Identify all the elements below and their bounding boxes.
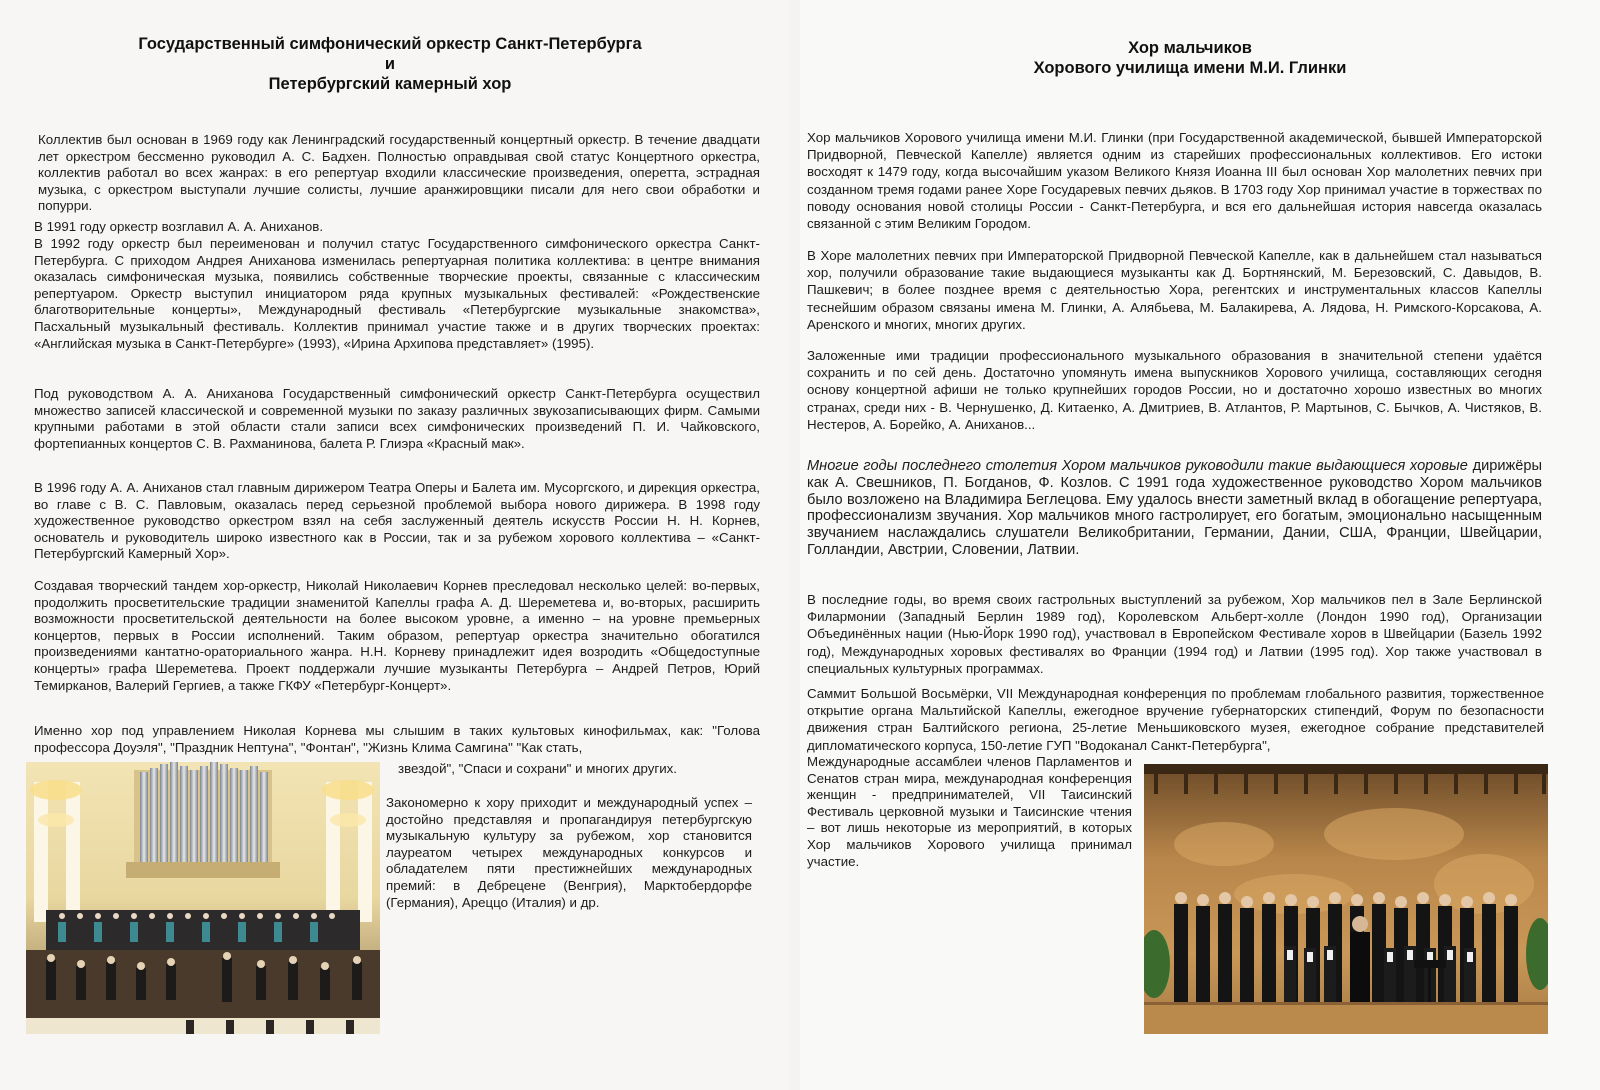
left-paragraph-6b: звездой", "Спаси и сохрани" и многих других.	[398, 761, 677, 776]
left-paragraph-2b: В 1992 году оркестр был переименован и получил статус Государственного симфонического оркестра Санкт-Петербурга. С приходом Андрея Аниханова изменилась репертуарная политика коллектива: в центре внимания оказалась симфоническая музыка, появились собственные творческие проекты, связанные с классическим репертуаром. Оркестр выступил инициатором ряда крупных музыкальных фестивалей: «Рождественские благотворительные концерты», Международный фестиваль «Петербургские музыкальные знакомства», Пасхальный музыкальный фестиваль. Коллектив принимал участие также и в других творческих проектах: «Английская музыка в Санкт-Петербурге» (1993), «Ирина Архипова представляет» (1995).	[34, 236, 760, 351]
right-title	[990, 38, 1390, 78]
left-paragraph-7: Закономерно к хору приходит и международный успех – достойно представляя и пропагандируя петербургскую музыкальную культуру за рубежом, хор становится лауреатом четырех международных конкурсов и обладателем пяти престижнейших международных премий: в Дебрецене (Венгрия), Марктобердорфе (Германия), Ареццо (Италия) и др.	[386, 795, 752, 910]
left-title-line1: Государственный симфонический оркестр Санкт-Петербурга	[138, 35, 642, 53]
right-title-line2: Хорового училища имени М.И. Глинки	[1033, 59, 1347, 77]
right-page	[800, 0, 1600, 1090]
left-paragraph-4: В 1996 году А. А. Аниханов стал главным дирижером Театра Оперы и Балета им. Мусоргского, и дирекция оркестра, во главе с В. С. Павловым, оказалась перед серьезной проблемой выбора нового дирижера. В 1998 году художественное руководство оркестром взял на себя заслуженный деятель искусств России Н. Н. Корнев, основатель и руководитель широко известного как в России, так и за рубежом хорового коллектива – «Санкт-Петербургский Камерный Хор».	[34, 480, 760, 562]
right-paragraph-2: В Хоре малолетних певчих при Императорской Придворной Певческой Капелле, как в дальнейшем стал называться хор, получили образование такие выдающиеся музыканты как Д. Бортнянский, М. Березовский, С. Давыдов, В. Пашкевич; в более позднее время с деятельностью Хора, регентских и инструментальных классов Капеллы теснейшим образом связаны имена М. Глинки, А. Алябьева, М. Балакирева, А. Лядова, Н. Римского-Корсакова, А. Аренского и многих, многих других.	[807, 248, 1542, 332]
right-paragraph-6: Саммит Большой Восьмёрки, VII Международная конференция по проблемам глобального развития, торжественное открытие органа Мальтийской Капеллы, ежегодное вручение губернаторских стипендий, Форум по безопасности движения стран Балтийского региона, 25-летие Меньшиковского музея, ежегодное собрание представителей дипломатического корпуса, 150-летие ГУП "Водоканал Санкт-Петербурга",	[807, 686, 1544, 753]
left-paragraph-5: Создавая творческий тандем хор-оркестр, Николай Николаевич Корнев преследовал несколько целей: во-первых, продолжить просветительские традиции знаменитой Капеллы графа А. Д. Шереметева и, во-вторых, расширить возможности просветительской деятельности на более высоком уровне, а именно – на уровне премьерных концертов, первых в России исполнений. Таким образом, репертуар оркестра значительно обогатился произведениями кантатно-ораториального жанра. Н.Н. Корневу принадлежит идея возродить «Общедоступные концерты» графа Шереметева. Проект поддержали лучшие музыканты Петербурга – Андрей Петров, Юрий Темирканов, Валерий Гергиев, а также ГКФУ «Петербург-Концерт».	[34, 578, 760, 693]
right-paragraph-7: Международные ассамблеи членов Парламентов и Сенатов стран мира, международная конференция женщин - предпринимателей, VII Таисинский Фестиваль церковной музыки и Таисинские чтения – вот лишь некоторые из мероприятий, в которых Хор мальчиков Хорового училища принимал участие.	[807, 754, 1132, 869]
left-page	[0, 0, 790, 1090]
left-paragraph-2a: В 1991 году оркестр возглавил А. А. Аниханов.	[34, 219, 324, 234]
right-title-line1: Хор мальчиков	[1128, 39, 1252, 57]
right-paragraph-3: Заложенные ими традиции профессионального музыкального образования в значительной степени удаётся сохранить и по сей день. Достаточно упомянуть имена выпускников Хорового училища, составляющих сегодня основу концертной афиши не только крупнейших городов России, но и достаточно хорошо известных во многих странах, среди них - В. Чернушенко, Д. Китаенко, А. Дмитриев, В. Атлантов, Р. Мартынов, С. Бычков, А. Чистяков, В. Нестеров, А. Борейко, А. Аниханов...	[807, 348, 1542, 432]
left-paragraph-1: Коллектив был основан в 1969 году как Ленинградский государственный концертный оркестр. В течение двадцати лет оркестром бессменно руководил А. С. Бадхен. Полностью оправдывая свой статус Концертного оркестра, коллектив работал во всех жанрах: в его репертуар входили классические произведения, оперетта, эстрадная музыка, с оркестром выступали лучшие солисты, лучшие аранжировщики писали для него свои обработки и попурри.	[38, 132, 760, 214]
right-paragraph-4-rest: дирижёры как А. Свешников, П. Богданов, Ф. Козлов. С 1991 года художественное руководство Хором мальчиков было возложено на Владимира Беглецова. Ему удалось внести заметный вклад в обогащение репертуара, профессионализм звучания. Хор мальчиков много гастролирует, его богатым, эмоционально насыщенным звучанием наслаждались слушатели Великобритании, Германии, Дании, США, Франции, Швейцарии, Голландии, Австрии, Словении, Латвии.	[807, 458, 1542, 558]
left-paragraph-6a: Именно хор под управлением Николая Корнева мы слышим в таких культовых кинофильмах, как: "Голова профессора Доуэля", "Праздник Нептуна", "Фонтан", "Жизнь Клима Самгина" "Как стать,	[34, 723, 760, 755]
left-paragraph-3: Под руководством А. А. Аниханова Государственный симфонический оркестр Санкт-Петербурга осуществил множество записей классической и современной музыки по заказу различных звукозаписывающих фирм. Самыми крупными работами в этой области стали записи всех симфонических произведений П. И. Чайковского, фортепианных концертов С. В. Рахманинова, балета Р. Глиэра «Красный мак».	[34, 386, 760, 451]
left-title-line3: Петербургский камерный хор	[268, 75, 512, 93]
right-paragraph-4	[807, 458, 1542, 559]
left-title-line2: и	[384, 55, 396, 73]
right-paragraph-4-italic: Многие годы последнего столетия Хором мальчиков руководили такие выдающиеся хоровые	[807, 458, 1468, 474]
concert-hall-photo	[26, 762, 380, 1034]
right-paragraph-5: В последние годы, во время своих гастрольных выступлений за рубежом, Хор мальчиков пел в Зале Берлинской Филармонии (Западный Берлин 1989 год), Королевском Альберт-холле (Лондон 1990 год), Организации Объединённых нации (Нью-Йорк 1990 год), участвовал в Европейском Фестивале хоров в Швейцарии (Базель 1992 год), Международных хоровых фестивалях во Франции (1994 год) и Латвии (1995 год). Хор также участвовал в специальных культурных программах.	[807, 592, 1542, 676]
boys-choir-photo	[1144, 764, 1548, 1034]
left-title	[60, 34, 720, 94]
right-paragraph-1: Хор мальчиков Хорового училища имени М.И. Глинки (при Государственной академической, бывшей Императорской Придворной, Певческой Капелле) является одним из старейших профессиональных коллективов. Его истоки восходят к 1479 году, когда высочайшим указом Великого Князя Иоанна III был основан Хор малолетних певчих при созданном тремя годами ранее Хоре Государевых певчих дьяков. В 1703 году Хор принимал участие в торжествах по поводу основания новой столицы России - Санкт-Петербурга, и вся его дальнейшая история навсегда оказалась связанной с этим Великим Городом.	[807, 130, 1542, 232]
